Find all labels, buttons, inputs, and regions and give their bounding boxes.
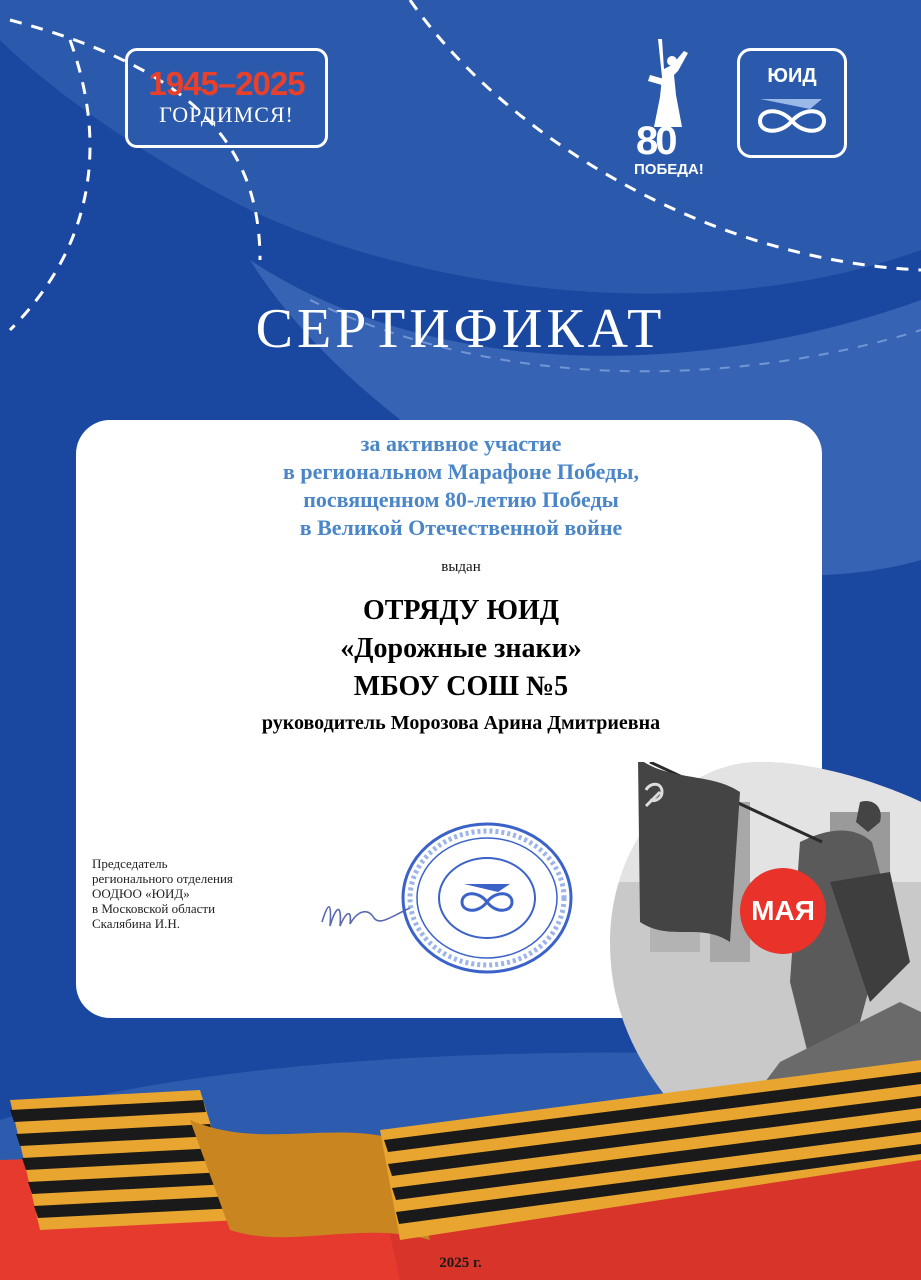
award-reason-line: за активное участие — [360, 431, 562, 456]
victory-80-emblem — [628, 35, 714, 185]
recipient-line-1: ОТРЯДУ ЮИД — [362, 595, 560, 626]
recipient-line-3: МБОУ СОШ №5 — [353, 671, 569, 702]
award-reason-line: в региональном Марафоне Победы, — [283, 459, 639, 484]
uid-logo-text: ЮИД — [767, 65, 817, 87]
certificate-year: 2025 г. — [439, 1255, 482, 1271]
award-reason-line: посвященном 80-летию Победы — [303, 487, 619, 512]
chair-line: ООДЮО «ЮИД» — [92, 886, 190, 901]
emblem-number: 80 — [636, 119, 675, 163]
chair-line: в Московской области — [92, 901, 216, 916]
badge-proud-text: ГОРДИМСЯ! — [159, 102, 294, 127]
award-reason-line: в Великой Отечественной войне — [299, 515, 623, 540]
motherland-statue-icon — [628, 35, 714, 130]
recipient-leader: руководитель Морозова Арина Дмитриевна — [261, 712, 661, 734]
chair-signatory — [92, 856, 312, 931]
st-george-ribbon — [0, 1040, 921, 1280]
uid-infinity-icon — [750, 91, 834, 141]
badge-years-text: 1945–2025 — [148, 65, 305, 102]
emblem-text: ПОБЕДА! — [634, 161, 704, 178]
chair-line: регионального отделения — [92, 871, 233, 886]
chair-line: Скалябина И.Н. — [92, 916, 180, 931]
may-badge: МАЯ — [740, 868, 826, 954]
uid-logo — [737, 48, 847, 158]
stamp-icon — [398, 818, 576, 978]
years-badge — [125, 48, 328, 148]
recipient-line-2: «Дорожные знаки» — [340, 633, 582, 664]
certificate-title: СЕРТИФИКАТ — [255, 298, 666, 360]
chair-line: Председатель — [92, 856, 168, 871]
award-reason — [76, 430, 846, 542]
recipient-block — [76, 592, 846, 738]
issued-label: выдан — [441, 559, 481, 575]
